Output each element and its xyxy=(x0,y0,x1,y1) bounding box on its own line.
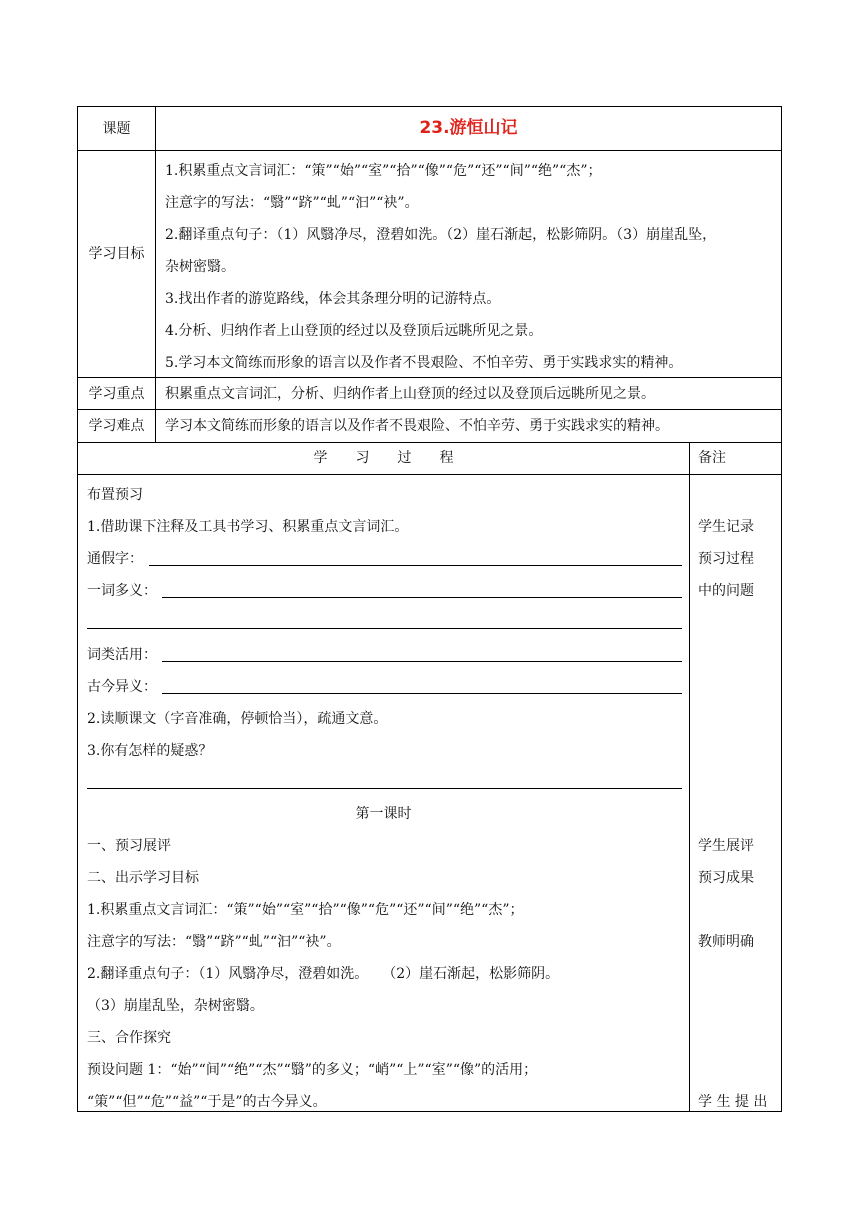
answer-line xyxy=(162,693,682,694)
preview-item: 3.你有怎样的疑惑？ xyxy=(87,743,213,759)
note-line: 中的问题 xyxy=(698,583,754,599)
row-divider xyxy=(78,474,781,475)
lesson-title: 23.游恒山记 xyxy=(419,118,518,138)
field-label: 古今异义： xyxy=(87,679,157,695)
preview-item: 2.读顺课文（字音准确，停顿恰当），疏通文意。 xyxy=(87,711,388,727)
objectives-label: 学习目标 xyxy=(88,246,145,262)
objective-line: 1.积累重点文言词汇：“策”“始”“室”“拾”“像”“危”“还”“间”“绝”“杰”； xyxy=(165,163,602,179)
preview-item: 1.借助课下注释及工具书学习、积累重点文言词汇。 xyxy=(87,519,409,535)
lesson-plan-table xyxy=(77,106,782,1112)
objective-line: 杂树密翳。 xyxy=(165,259,235,275)
note-line: 预习过程 xyxy=(698,551,754,567)
notes-header: 备注 xyxy=(698,450,726,466)
objective-line: 2.翻译重点句子：（1）风翳净尽，澄碧如洗。（2）崖石渐起，松影筛阴。（3）崩崖乱坠， xyxy=(165,227,717,243)
note-line: 学生记录 xyxy=(698,519,754,535)
lesson-line: 2.翻译重点句子：（1）风翳净尽，澄碧如洗。 （2）崖石渐起，松影筛阴。 xyxy=(87,966,560,982)
lesson-line: 三、合作探究 xyxy=(87,1030,171,1046)
field-label: 一词多义： xyxy=(87,583,157,599)
note-line: 学 生 提 出 xyxy=(698,1094,768,1110)
note-line: 学生展评 xyxy=(698,838,754,854)
lesson-line: 一、预习展评 xyxy=(87,838,171,854)
lesson-line: 二、出示学习目标 xyxy=(87,870,199,886)
notes-column-divider xyxy=(689,442,690,1112)
objective-line: 4.分析、归纳作者上山登顶的经过以及登顶后远眺所见之景。 xyxy=(165,323,543,339)
row-divider xyxy=(78,150,781,151)
answer-line xyxy=(162,597,682,598)
objective-line: 3.找出作者的游览路线，体会其条理分明的记游特点。 xyxy=(165,291,501,307)
answer-line xyxy=(162,661,682,662)
lesson-line: “策”“但”“危”“益”“于是”的古今异义。 xyxy=(87,1094,327,1110)
lesson-line: 预设问题 1：“始”“间”“绝”“杰”“翳”的多义；“峭”“上”“室”“像”的活用； xyxy=(87,1062,538,1078)
difficulties-text: 学习本文简练而形象的语言以及作者不畏艰险、不怕辛劳、勇于实践求实的精神。 xyxy=(165,418,669,434)
preview-heading: 布置预习 xyxy=(87,487,143,503)
field-label: 词类活用： xyxy=(87,647,157,663)
objective-line: 5.学习本文简练而形象的语言以及作者不畏艰险、不怕辛劳、勇于实践求实的精神。 xyxy=(165,355,683,371)
label-column-divider xyxy=(155,107,156,442)
note-line: 教师明确 xyxy=(698,934,754,950)
lesson-line: 1.积累重点文言词汇：“策”“始”“室”“拾”“像”“危”“还”“间”“绝”“杰”； xyxy=(87,902,524,918)
answer-line xyxy=(87,788,682,789)
objective-line: 注意字的写法：“翳”“跻”“虬”“汩”“袂”。 xyxy=(165,195,419,211)
topic-label: 课题 xyxy=(102,121,131,137)
row-divider xyxy=(78,377,781,378)
key-points-label: 学习重点 xyxy=(88,386,145,402)
lesson-line: （3）崩崖乱坠，杂树密翳。 xyxy=(87,998,264,1014)
row-divider xyxy=(78,409,781,410)
lesson-title-1: 第一课时 xyxy=(355,806,412,822)
process-header: 学习过程 xyxy=(313,450,482,466)
note-line: 预习成果 xyxy=(698,870,754,886)
lesson-line: 注意字的写法：“翳”“跻”“虬”“汩”“袂”。 xyxy=(87,934,341,950)
key-points-text: 积累重点文言词汇，分析、归纳作者上山登顶的经过以及登顶后远眺所见之景。 xyxy=(165,386,655,402)
answer-line xyxy=(149,565,682,566)
field-label: 通假字： xyxy=(87,551,143,567)
difficulties-label: 学习难点 xyxy=(88,418,145,434)
row-divider xyxy=(78,442,781,443)
answer-line xyxy=(87,628,682,629)
